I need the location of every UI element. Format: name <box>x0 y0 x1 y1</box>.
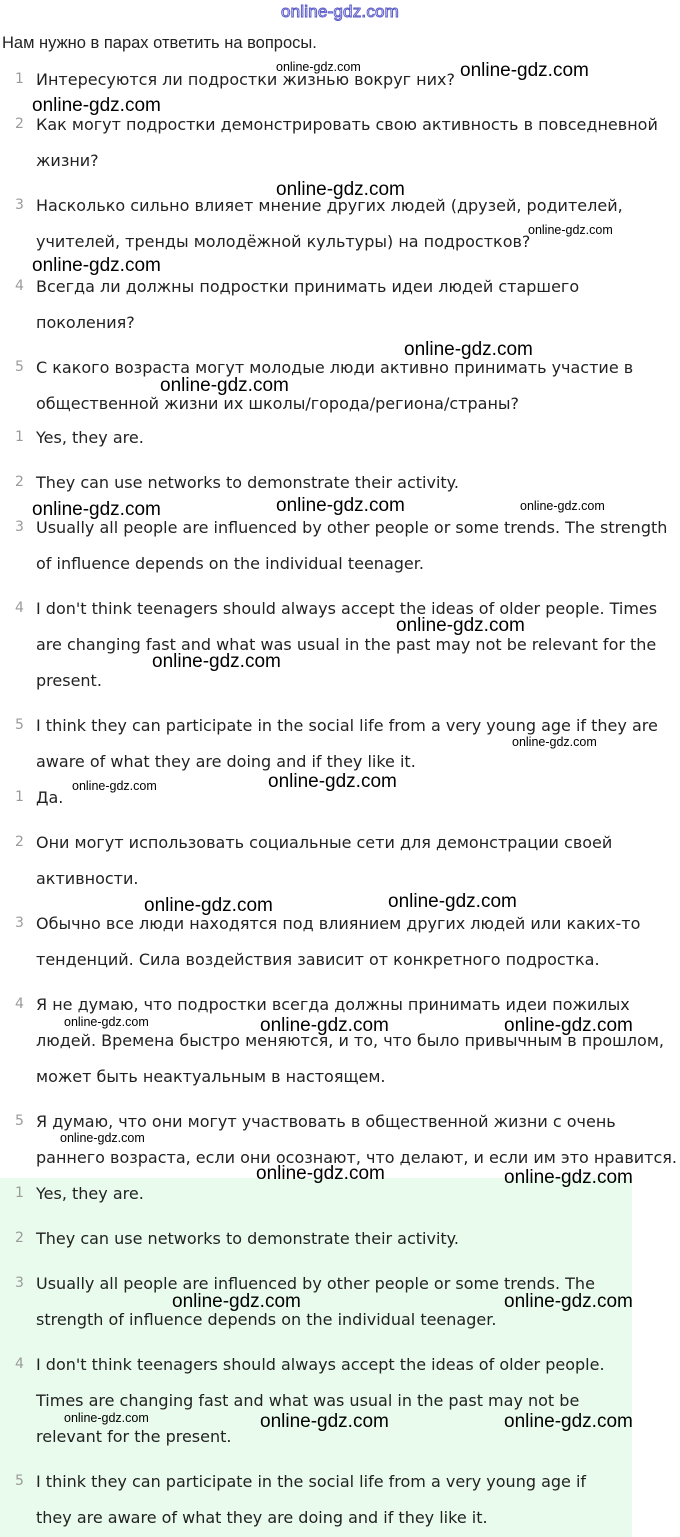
item-number: 2 <box>15 474 24 490</box>
watermark: online-gdz.com <box>460 60 589 81</box>
watermark: online-gdz.com <box>528 223 613 237</box>
item-text: Они могут использовать социальные сети для демонстрации своей активности. <box>36 833 613 888</box>
item-number: 5 <box>15 359 24 375</box>
watermark: online-gdz.com <box>160 375 289 396</box>
item-text: С какого возраста могут молодые люди активно принимать участие в общественной жизни их школы/города/региона/страны? <box>36 358 634 413</box>
item-number: 1 <box>15 789 24 805</box>
item-text: Да. <box>36 788 64 807</box>
item-text: Всегда ли должны подростки принимать идеи людей старшего поколения? <box>36 277 580 332</box>
watermark: online-gdz.com <box>268 771 397 792</box>
item-text: Интересуются ли подростки жизнью вокруг них? <box>36 70 455 89</box>
header-watermark: online-gdz.com <box>280 2 400 21</box>
intro-text: Нам нужно в парах ответить на вопросы. <box>2 34 317 52</box>
item-number: 2 <box>15 116 24 132</box>
item-text: Yes, they are. <box>36 1184 144 1203</box>
watermark: online-gdz.com <box>172 1291 301 1312</box>
item-number: 2 <box>15 1230 24 1246</box>
watermark: online-gdz.com <box>276 60 361 74</box>
watermark: online-gdz.com <box>504 1291 633 1312</box>
item-number: 3 <box>15 1275 24 1291</box>
item-text: Как могут подростки демонстрировать свою активность в повседневной жизни? <box>36 115 658 170</box>
watermark: online-gdz.com <box>504 1411 633 1432</box>
item-number: 4 <box>15 1356 24 1372</box>
item-number: 5 <box>15 1113 24 1129</box>
watermark: online-gdz.com <box>32 95 161 116</box>
watermark: online-gdz.com <box>504 1015 633 1036</box>
item-text: Usually all people are influenced by other people or some trends. The strength of influence depends on the individual teenager. <box>36 1274 595 1329</box>
watermark: online-gdz.com <box>152 651 281 672</box>
item-number: 5 <box>15 1473 24 1489</box>
watermark: online-gdz.com <box>260 1015 389 1036</box>
item-number: 1 <box>15 71 24 87</box>
watermark: online-gdz.com <box>144 895 273 916</box>
watermark: online-gdz.com <box>32 499 161 520</box>
item-number: 3 <box>15 519 24 535</box>
watermark: online-gdz.com <box>388 891 517 912</box>
watermark: online-gdz.com <box>64 1411 149 1425</box>
watermark: online-gdz.com <box>64 1015 149 1029</box>
item-number: 1 <box>15 1185 24 1201</box>
watermark: online-gdz.com <box>72 779 157 793</box>
watermark: online-gdz.com <box>60 1131 145 1145</box>
item-number: 3 <box>15 915 24 931</box>
item-number: 1 <box>15 429 24 445</box>
watermark: online-gdz.com <box>504 1167 633 1188</box>
watermark: online-gdz.com <box>512 735 597 749</box>
item-text: Usually all people are influenced by other people or some trends. The strength of influence depends on the individual teenager. <box>36 518 668 573</box>
item-text: I think they can participate in the social life from a very young age if they are aware of what they are doing and if they like it. <box>36 1472 587 1527</box>
item-text: They can use networks to demonstrate their activity. <box>36 1229 459 1248</box>
item-text: I think they can participate in the social life from a very young age if they are aware of what they are doing and if they like it. <box>36 716 658 771</box>
item-text: Насколько сильно влияет мнение других людей (друзей, родителей, учителей, тренды молодёжной культуры) на подростков? <box>36 196 623 251</box>
item-number: 5 <box>15 717 24 733</box>
item-text: I don't think teenagers should always accept the ideas of older people. Times are changing fast and what was usual in the past may not be relevant for the present. <box>36 599 658 690</box>
item-number: 4 <box>15 996 24 1012</box>
item-number: 2 <box>15 834 24 850</box>
watermark: online-gdz.com <box>520 499 605 513</box>
item-text: I don't think teenagers should always accept the ideas of older people. Times are changing fast and what was usual in the past may not be relevant for the present. <box>36 1355 605 1446</box>
watermark: online-gdz.com <box>276 179 405 200</box>
item-text: They can use networks to demonstrate their activity. <box>36 473 459 492</box>
item-number: 3 <box>15 197 24 213</box>
item-text: Я думаю, что они могут участвовать в общественной жизни с очень раннего возраста, если они осознают, что делают, и если им это нравится. <box>36 1112 677 1167</box>
item-number: 4 <box>15 600 24 616</box>
watermark: online-gdz.com <box>256 1163 385 1184</box>
watermark: online-gdz.com <box>276 495 405 516</box>
watermark: online-gdz.com <box>32 255 161 276</box>
item-text: Yes, they are. <box>36 428 144 447</box>
watermark: online-gdz.com <box>396 615 525 636</box>
watermark: online-gdz.com <box>260 1411 389 1432</box>
watermark: online-gdz.com <box>404 339 533 360</box>
item-text: Я не думаю, что подростки всегда должны принимать идеи пожилых людей. Времена быстро меняются, и то, что было привычным в прошлом, может быть неактуальным в настоящем. <box>36 995 664 1086</box>
item-number: 4 <box>15 278 24 294</box>
item-text: Обычно все люди находятся под влиянием других людей или каких-то тенденций. Сила воздействия зависит от конкретного подростка. <box>36 914 641 969</box>
